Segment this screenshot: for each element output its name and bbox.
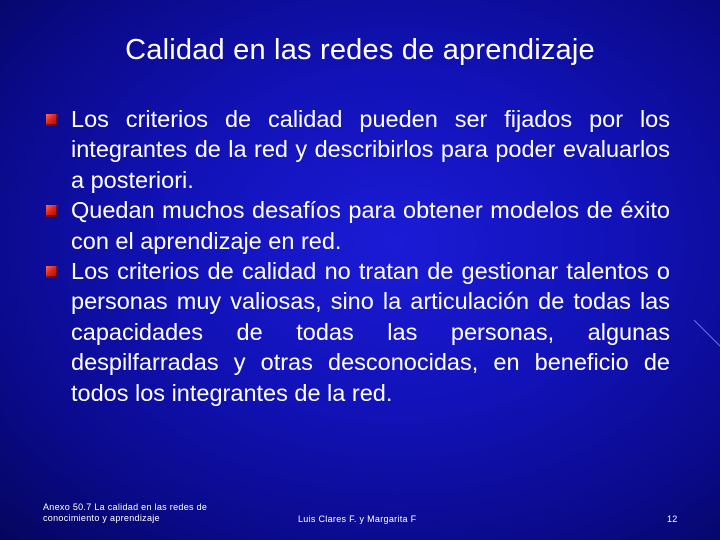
bullet-text: Los criterios de calidad no tratan de gestionar talentos o personas muy valiosas, sino la articulación de todas las capacidades de todas las personas, algunas despilfarradas y otras desconocidas, en beneficio de todos los integrantes de la red. — [71, 258, 670, 406]
square-bullet-icon — [46, 205, 58, 217]
page-number: 12 — [667, 514, 678, 524]
footer-source — [43, 502, 233, 524]
footer-authors: Luis Clares F. y Margarita F — [298, 514, 417, 524]
bullet-text: Quedan muchos desafíos para obtener modelos de éxito con el aprendizaje en red. — [71, 197, 670, 254]
bullet-item — [46, 195, 670, 256]
footer-source-line-1: Anexo 50.7 La calidad en las redes de — [43, 502, 208, 512]
slide-title: Calidad en las redes de aprendizaje — [125, 34, 595, 66]
decorative-line-icon — [690, 300, 720, 360]
footer-source-line-2: conocimiento y aprendizaje — [43, 513, 160, 523]
bullet-list — [46, 104, 670, 408]
bullet-item — [46, 256, 670, 408]
square-bullet-icon — [46, 114, 58, 126]
square-bullet-icon — [46, 266, 58, 278]
bullet-item — [46, 104, 670, 195]
bullet-text: Los criterios de calidad pueden ser fijados por los integrantes de la red y describirlos para poder evaluarlos a posteriori. — [71, 106, 670, 193]
